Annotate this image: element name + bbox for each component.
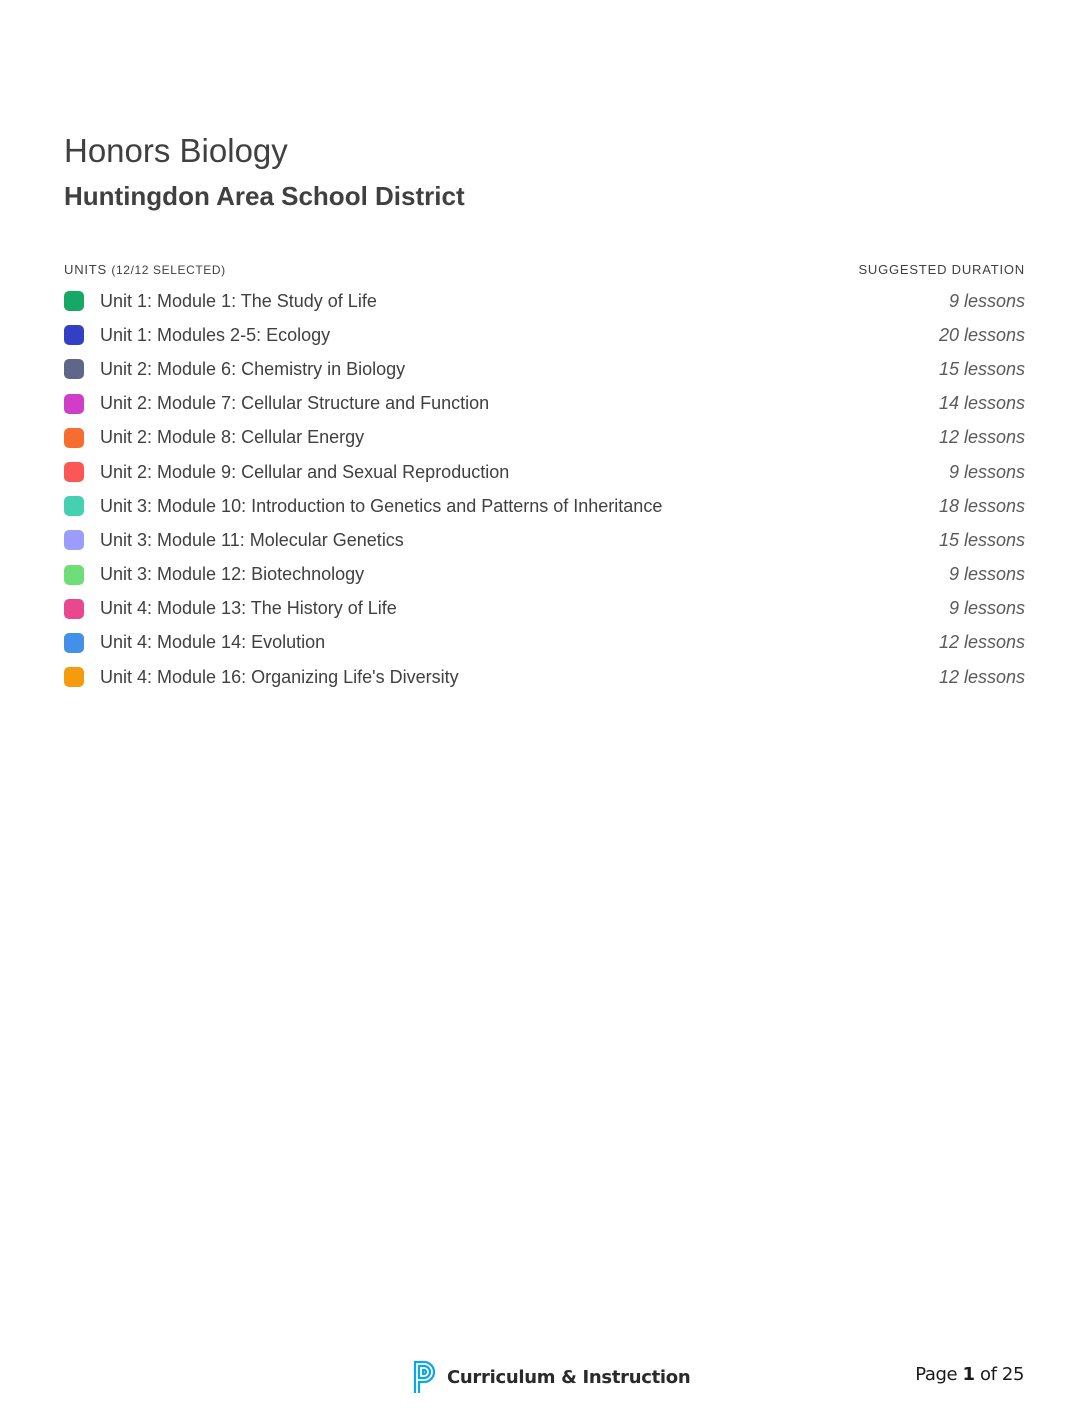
unit-color-swatch-icon [64, 394, 84, 414]
unit-row [64, 489, 1025, 523]
unit-duration: 12 lessons [938, 632, 1025, 653]
unit-duration: 9 lessons [948, 290, 1025, 311]
unit-duration: 15 lessons [938, 358, 1025, 379]
unit-name: Unit 2: Module 8: Cellular Energy [100, 427, 365, 448]
unit-name: Unit 2: Module 9: Cellular and Sexual Reproduction [100, 461, 510, 482]
unit-row [64, 284, 1025, 318]
unit-info [64, 427, 364, 448]
unit-info [64, 291, 377, 312]
unit-name: Unit 3: Module 10: Introduction to Genetics and Patterns of Inheritance [100, 495, 663, 516]
unit-color-swatch-icon [64, 462, 84, 482]
unit-info [64, 530, 404, 551]
unit-color-swatch-icon [64, 599, 84, 619]
unit-duration: 9 lessons [948, 461, 1025, 482]
page-current: 1 [962, 1364, 975, 1385]
unit-name: Unit 4: Module 13: The History of Life [100, 598, 397, 619]
unit-info [64, 462, 509, 483]
unit-duration: 15 lessons [938, 529, 1025, 550]
units-selected-count: (12/12 SELECTED) [111, 263, 226, 277]
unit-duration: 9 lessons [948, 598, 1025, 619]
page-total: 25 [1001, 1364, 1024, 1385]
document-title: Honors Biology [64, 132, 288, 169]
unit-name: Unit 2: Module 6: Chemistry in Biology [100, 358, 406, 379]
unit-info [64, 359, 405, 380]
unit-duration: 20 lessons [938, 324, 1025, 345]
unit-info [64, 393, 489, 414]
unit-name: Unit 4: Module 16: Organizing Life's Diversity [100, 666, 459, 687]
unit-row [64, 660, 1025, 694]
unit-row [64, 626, 1025, 660]
page-of: of [980, 1364, 997, 1385]
unit-color-swatch-icon [64, 428, 84, 448]
unit-info [64, 598, 397, 619]
unit-duration: 14 lessons [938, 393, 1025, 414]
unit-name: Unit 4: Module 14: Evolution [100, 632, 326, 653]
unit-color-swatch-icon [64, 530, 84, 550]
unit-row [64, 387, 1025, 421]
unit-name: Unit 3: Module 12: Biotechnology [100, 564, 365, 585]
unit-color-swatch-icon [64, 496, 84, 516]
units-label: UNITS [64, 262, 107, 277]
unit-row [64, 523, 1025, 557]
unit-color-swatch-icon [64, 291, 84, 311]
unit-duration: 12 lessons [938, 427, 1025, 448]
unit-duration: 18 lessons [938, 495, 1025, 516]
unit-row [64, 352, 1025, 386]
unit-color-swatch-icon [64, 565, 84, 585]
units-header [64, 261, 1025, 279]
unit-row [64, 558, 1025, 592]
footer-brand: Curriculum & Instruction [447, 1366, 691, 1388]
powerschool-logo-icon [413, 1360, 439, 1394]
unit-duration: 9 lessons [948, 564, 1025, 585]
district-name: Huntingdon Area School District [64, 181, 465, 211]
unit-info [64, 632, 325, 653]
footer-logo [413, 1360, 690, 1394]
unit-info [64, 667, 459, 688]
suggested-duration-label: SUGGESTED DURATION [858, 262, 1025, 277]
unit-name: Unit 2: Module 7: Cellular Structure and Function [100, 393, 490, 414]
unit-name: Unit 1: Modules 2-5: Ecology [100, 324, 331, 345]
unit-info [64, 496, 662, 517]
units-label-group [64, 261, 226, 279]
unit-name: Unit 1: Module 1: The Study of Life [100, 290, 377, 311]
unit-duration: 12 lessons [938, 666, 1025, 687]
unit-row [64, 592, 1025, 626]
unit-color-swatch-icon [64, 633, 84, 653]
unit-color-swatch-icon [64, 667, 84, 687]
unit-color-swatch-icon [64, 359, 84, 379]
unit-list [64, 284, 1025, 694]
unit-info [64, 325, 330, 346]
unit-color-swatch-icon [64, 325, 84, 345]
unit-row [64, 421, 1025, 455]
unit-info [64, 564, 364, 585]
page-word: Page [915, 1364, 958, 1385]
page-number [915, 1364, 1024, 1385]
unit-row [64, 455, 1025, 489]
unit-row [64, 318, 1025, 352]
unit-name: Unit 3: Module 11: Molecular Genetics [100, 529, 404, 550]
